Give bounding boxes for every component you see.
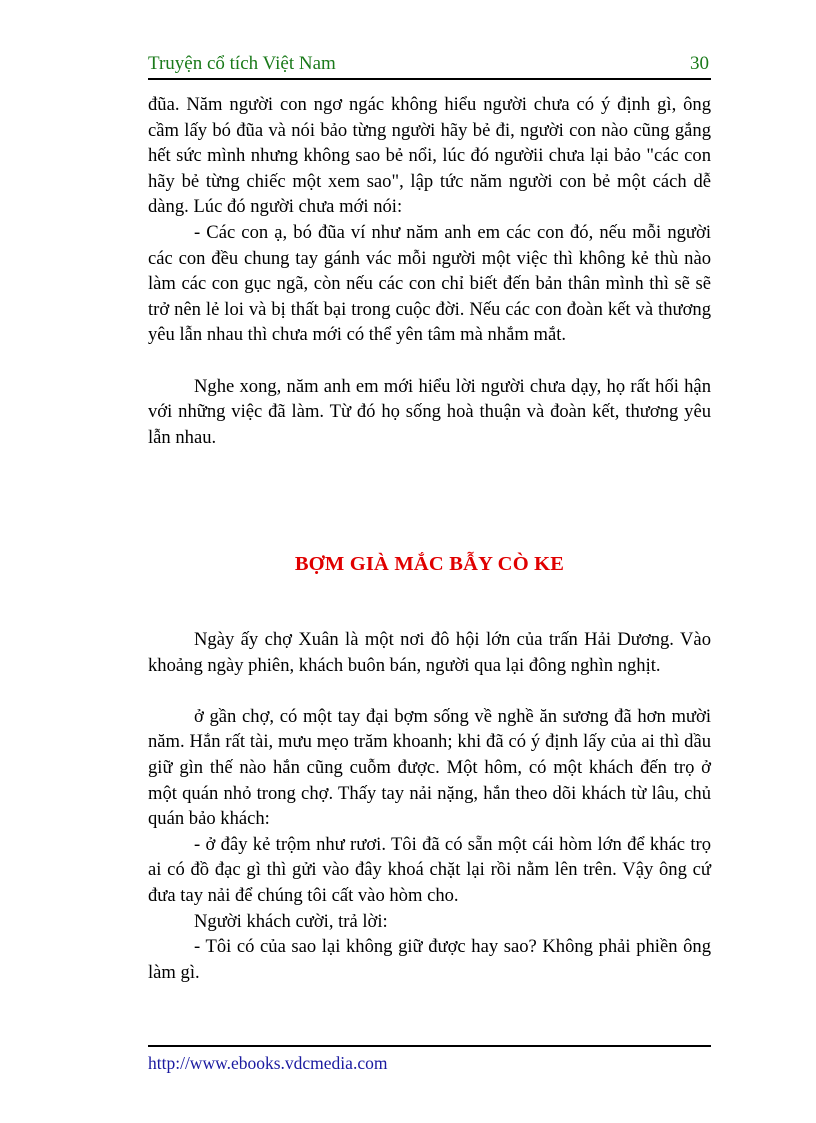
paragraph: - ở đây kẻ trộm như rươi. Tôi đã có sẵn một cái hòm lớn để khác trọ ai có đồ đạc gì thì gửi vào đây khoá chặt lại rồi nằm lên trên. Vậy ông cứ đưa tay nải để chúng tôi cất vào hòm cho.: [148, 833, 711, 906]
story-title: BỢM GIÀ MẮC BẪY CÒ KE: [294, 553, 565, 575]
paragraph: đũa. Năm người con ngơ ngác không hiểu người chưa có ý định gì, ông cầm lấy bó đũa và nói bảo từng người hãy bẻ đi, người con nào cũng gắng hết sức mình nhưng không sao bẻ nổi, lúc đó ngườii chưa lại bảo "các con hãy bẻ từng chiếc một xem sao", lập tức năm người con bẻ một cách dễ dàng. Lúc đó người chưa mới nói:: [148, 94, 711, 218]
page-number: 30: [690, 53, 709, 74]
paragraph: - Tôi có của sao lại không giữ được hay sao? Không phải phiền ông làm gì.: [148, 936, 711, 983]
paragraph: Người khách cười, trả lời:: [194, 910, 388, 932]
story-body: [148, 627, 711, 985]
footer-link[interactable]: http://www.ebooks.vdcmedia.com: [148, 1053, 388, 1073]
paragraph: Nghe xong, năm anh em mới hiểu lời người chưa dạy, họ rất hối hận với những việc đã làm. Từ đó họ sống hoà thuận và đoàn kết, thương yêu lẫn nhau.: [148, 375, 711, 448]
paragraph: - Các con ạ, bó đũa ví như năm anh em các con đó, nếu mỗi người các con đều chung tay gánh vác mỗi người một việc thì không kẻ thù nào làm các con gục ngã, còn nếu các con chỉ biết đến bản thân mình thì sẽ sẽ trở nên lẻ loi và bị thất bại trong cuộc đời. Nếu các con đoàn kết và thương yêu lẫn nhau thì chưa mới có thể yên tâm mà nhắm mắt.: [148, 221, 711, 346]
story-continuation: [148, 92, 711, 450]
page-header: [148, 50, 711, 80]
paragraph: Ngày ấy chợ Xuân là một nơi đô hội lớn của trấn Hải Dương. Vào khoảng ngày phiên, khách buôn bán, người qua lại đông nghìn nghịt.: [148, 629, 711, 676]
paragraph: ở gần chợ, có một tay đại bợm sống về nghề ăn sương đã hơn mười năm. Hắn rất tài, mưu mẹo trăm khoanh; khi đã có ý định lấy của ai thì dầu giữ gìn thế nào hắn cũng cuỗm được. Một hôm, có một khách đến trọ ở một quán nhỏ trong chợ. Thấy tay nải nặng, hắn theo dõi khách từ lâu, chủ quán bảo khách:: [148, 705, 711, 830]
page-footer: [148, 1045, 711, 1074]
book-title: Truyện cổ tích Việt Nam: [148, 53, 336, 74]
